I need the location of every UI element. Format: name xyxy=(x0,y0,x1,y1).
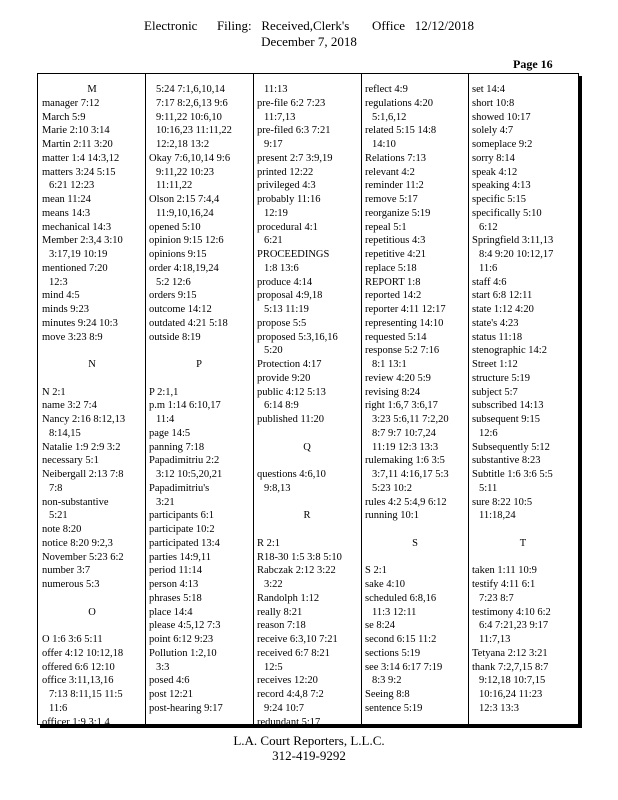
section-letter: P xyxy=(196,359,202,370)
index-entry: 9:11,22 10:23 xyxy=(156,166,214,178)
index-entry: manager 7:12 xyxy=(42,97,100,109)
index-entry: posed 4:6 xyxy=(149,675,190,687)
index-entry: REPORT 1:8 xyxy=(365,276,421,288)
column-divider xyxy=(253,74,254,724)
index-entry: phrases 5:18 xyxy=(149,592,202,604)
index-entry: 8:7 9:7 10:7,24 xyxy=(372,427,436,439)
index-entry: offered 6:6 12:10 xyxy=(42,661,115,673)
index-entry: receives 12:20 xyxy=(257,675,318,687)
index-entry: Papadimitriu 2:2 xyxy=(149,455,220,467)
index-entry: 8:3 9:2 xyxy=(372,675,402,687)
index-entry: place 14:4 xyxy=(149,606,193,618)
index-entry: 11:7,13 xyxy=(264,111,296,123)
index-entry: panning 7:18 xyxy=(149,441,205,453)
index-entry: reorganize 5:19 xyxy=(365,207,431,219)
index-entry: running 10:1 xyxy=(365,510,419,522)
index-entry: related 5:15 14:8 xyxy=(365,125,437,137)
index-entry: Randolph 1:12 xyxy=(257,592,320,604)
index-entry: Martin 2:11 3:20 xyxy=(42,139,113,150)
index-entry: 3:7,11 4:16,17 5:3 xyxy=(372,469,449,480)
index-entry: propose 5:5 xyxy=(257,317,307,329)
index-entry: 1:8 13:6 xyxy=(264,262,299,274)
index-entry: Relations 7:13 xyxy=(365,152,426,164)
index-entry: relevant 4:2 xyxy=(365,166,415,178)
index-entry: testify 4:11 6:1 xyxy=(472,579,536,590)
index-column-2 xyxy=(149,84,249,724)
index-entry: 9:17 xyxy=(264,139,283,150)
index-entry: second 6:15 11:2 xyxy=(365,634,437,645)
index-entry: taken 1:11 10:9 xyxy=(472,565,537,577)
index-entry: 5:23 10:2 xyxy=(372,482,412,494)
index-entry: speak 4:12 xyxy=(472,166,518,178)
index-entry: Seeing 8:8 xyxy=(365,689,410,700)
index-entry: 11:6 xyxy=(479,262,498,274)
index-entry: participated 13:4 xyxy=(149,537,220,549)
index-entry: 6:4 7:21,23 9:17 xyxy=(479,620,549,632)
index-entry: 5:11 xyxy=(479,482,498,494)
index-entry: Springfield 3:11,13 xyxy=(472,235,554,247)
page-number: Page 16 xyxy=(513,57,553,71)
index-entry: Pollution 1:2,10 xyxy=(149,647,217,659)
index-entry: subscribed 14:13 xyxy=(472,400,544,412)
index-entry: showed 10:17 xyxy=(472,111,531,123)
index-entry: solely 4:7 xyxy=(472,125,514,137)
index-entry: please 4:5,12 7:3 xyxy=(149,620,221,632)
index-entry: 14:10 xyxy=(372,139,396,150)
index-entry: O 1:6 3:6 5:11 xyxy=(42,634,103,645)
index-entry: 3:22 xyxy=(264,579,283,590)
index-entry: N 2:1 xyxy=(42,386,66,398)
index-entry: sections 5:19 xyxy=(365,647,421,659)
index-entry: 8:14,15 xyxy=(49,427,81,439)
index-entry: parties 14:9,11 xyxy=(149,551,212,563)
index-entry: P 2:1,1 xyxy=(149,386,179,398)
index-entry: note 8:20 xyxy=(42,524,82,535)
index-entry: S 2:1 xyxy=(365,565,387,577)
column-divider xyxy=(361,74,362,724)
index-entry: redundant 5:17 xyxy=(257,716,321,728)
index-entry: orders 9:15 xyxy=(149,290,197,302)
index-entry: mean 11:24 xyxy=(42,194,91,205)
index-entry: short 10:8 xyxy=(472,97,515,109)
index-entry: scheduled 6:8,16 xyxy=(365,592,437,604)
index-entry: 6:14 8:9 xyxy=(264,400,299,412)
index-entry: 6:12 xyxy=(479,221,498,233)
index-entry: someplace 9:2 xyxy=(472,139,533,150)
section-letter: Q xyxy=(303,441,311,453)
index-entry: rulemaking 1:6 3:5 xyxy=(365,455,445,467)
index-entry: page 14:5 xyxy=(149,427,191,439)
index-entry: mechanical 14:3 xyxy=(42,221,112,233)
index-entry: PROCEEDINGS xyxy=(257,249,330,260)
index-entry: state 1:12 4:20 xyxy=(472,304,534,315)
index-entry: review 4:20 5:9 xyxy=(365,372,431,384)
section-letter: T xyxy=(519,537,527,549)
index-entry: non-substantive xyxy=(42,496,109,508)
index-entry: 11:6 xyxy=(49,702,68,714)
index-entry: Tetyana 2:12 3:21 xyxy=(472,647,548,659)
index-entry: state's 4:23 xyxy=(472,317,519,329)
index-entry: opinions 9:15 xyxy=(149,249,207,260)
index-entry: Subsequently 5:12 xyxy=(472,441,550,453)
index-entry: 3:17,19 10:19 xyxy=(49,249,108,260)
column-divider xyxy=(145,74,146,724)
index-entry: Olson 2:15 7:4,4 xyxy=(149,194,220,205)
index-entry: office 3:11,13,16 xyxy=(42,675,114,687)
index-entry: R18-30 1:5 3:8 5:10 xyxy=(257,551,342,563)
index-column-4 xyxy=(365,84,465,724)
index-entry: start 6:8 12:11 xyxy=(472,290,533,302)
index-entry: 5:1,6,12 xyxy=(372,111,407,123)
index-entry: 5:24 7:1,6,10,14 xyxy=(156,84,225,95)
index-entry: sake 4:10 xyxy=(365,579,405,590)
index-entry: repetitious 4:3 xyxy=(365,235,426,247)
index-entry: Protection 4:17 xyxy=(257,359,322,370)
index-entry: 6:21 xyxy=(264,235,283,247)
index-entry: 11:11,22 xyxy=(156,180,193,192)
index-entry: Rabczak 2:12 3:22 xyxy=(257,565,336,577)
index-entry: Papadimitriu's xyxy=(149,482,210,494)
index-entry: substantive 8:23 xyxy=(472,455,541,467)
index-entry: point 6:12 9:23 xyxy=(149,634,214,645)
index-entry: response 5:2 7:16 xyxy=(365,345,440,357)
index-entry: 8:4 9:20 10:12,17 xyxy=(479,249,554,260)
index-entry: 9:8,13 xyxy=(264,482,291,494)
index-entry: numerous 5:3 xyxy=(42,579,100,590)
index-entry: Natalie 1:9 2:9 3:2 xyxy=(42,441,121,453)
index-entry: staff 4:6 xyxy=(472,276,507,288)
index-entry: status 11:18 xyxy=(472,331,523,343)
index-entry: number 3:7 xyxy=(42,565,91,577)
index-entry: 10:16,23 11:11,22 xyxy=(156,125,232,137)
index-entry: move 3:23 8:9 xyxy=(42,331,103,343)
index-entry: 11:7,13 xyxy=(479,634,511,645)
index-entry: 11:18,24 xyxy=(479,510,516,522)
index-entry: procedural 4:1 xyxy=(257,221,318,233)
index-entry: offer 4:12 10:12,18 xyxy=(42,647,124,659)
index-entry: regulations 4:20 xyxy=(365,97,433,109)
index-entry: outside 8:19 xyxy=(149,331,201,343)
index-entry: 5:21 xyxy=(49,510,68,522)
index-entry: Subtitle 1:6 3:6 5:5 xyxy=(472,469,553,480)
index-entry: participants 6:1 xyxy=(149,510,215,522)
index-entry: speaking 4:13 xyxy=(472,180,531,192)
index-entry: record 4:4,8 7:2 xyxy=(257,689,324,700)
index-entry: subsequent 9:15 xyxy=(472,414,540,425)
index-entry: Neibergall 2:13 7:8 xyxy=(42,469,124,480)
index-entry: 11:4 xyxy=(156,414,175,425)
index-entry: published 11:20 xyxy=(257,414,324,425)
index-entry: thank 7:2,7,15 8:7 xyxy=(472,661,549,673)
index-entry: p.m 1:14 6:10,17 xyxy=(149,400,221,412)
index-entry: specific 5:15 xyxy=(472,194,526,205)
index-entry: proposal 4:9,18 xyxy=(257,290,323,302)
index-entry: 11:13 xyxy=(264,84,288,95)
index-entry: see 3:14 6:17 7:19 xyxy=(365,661,443,673)
index-box xyxy=(37,73,579,728)
index-entry: mentioned 7:20 xyxy=(42,262,108,274)
index-column-1 xyxy=(42,84,142,728)
index-entry: 5:20 xyxy=(264,345,283,357)
index-entry: pre-file 6:2 7:23 xyxy=(257,97,326,109)
index-entry: Marie 2:10 3:14 xyxy=(42,125,110,137)
index-entry: 11:3 12:11 xyxy=(372,606,417,618)
index-entry: replace 5:18 xyxy=(365,262,417,274)
index-entry: outcome 14:12 xyxy=(149,304,212,315)
index-entry: 11:9,10,16,24 xyxy=(156,207,214,219)
index-entry: matters 3:24 5:15 xyxy=(42,166,116,178)
index-entry: minutes 9:24 10:3 xyxy=(42,317,118,329)
index-entry: reporter 4:11 12:17 xyxy=(365,304,446,315)
index-entry: 8:1 13:1 xyxy=(372,359,407,370)
index-entry: March 5:9 xyxy=(42,111,86,123)
index-entry: probably 11:16 xyxy=(257,194,321,205)
index-entry: representing 14:10 xyxy=(365,317,444,329)
index-entry: 7:8 xyxy=(49,482,63,494)
index-entry: 3:3 xyxy=(156,661,170,673)
section-letter: N xyxy=(88,359,96,370)
index-entry: 12:3 xyxy=(49,276,68,288)
index-column-3 xyxy=(257,84,357,728)
index-entry: testimony 4:10 6:2 xyxy=(472,606,551,618)
index-entry: post-hearing 9:17 xyxy=(149,702,223,714)
index-entry: printed 12:22 xyxy=(257,166,314,178)
index-entry: R 2:1 xyxy=(257,537,281,549)
index-entry: Street 1:12 xyxy=(472,359,518,370)
index-entry: 6:21 12:23 xyxy=(49,180,95,192)
index-entry: privileged 4:3 xyxy=(257,180,316,192)
section-letter: M xyxy=(87,84,97,95)
index-entry: right 1:6,7 3:6,17 xyxy=(365,400,438,412)
index-entry: 7:17 8:2,6,13 9:6 xyxy=(156,97,228,109)
index-entry: Member 2:3,4 3:10 xyxy=(42,235,123,247)
index-entry: receive 6:3,10 7:21 xyxy=(257,634,338,645)
index-entry: minds 9:23 xyxy=(42,304,89,315)
index-entry: name 3:2 7:4 xyxy=(42,400,97,412)
filing-stamp: Electronic Filing: Received,Clerk's Office 12/12/2018 xyxy=(144,18,474,33)
index-entry: sure 8:22 10:5 xyxy=(472,496,533,508)
reporter-phone: 312-419-9292 xyxy=(272,748,346,763)
index-entry: specifically 5:10 xyxy=(472,207,542,219)
index-entry: repetitive 4:21 xyxy=(365,249,426,260)
index-entry: mind 4:5 xyxy=(42,290,80,302)
index-entry: requested 5:14 xyxy=(365,331,427,343)
index-entry: structure 5:19 xyxy=(472,372,531,384)
index-entry: Okay 7:6,10,14 9:6 xyxy=(149,152,231,164)
index-entry: opinion 9:15 12:6 xyxy=(149,235,224,247)
index-entry: person 4:13 xyxy=(149,579,199,590)
index-entry: subject 5:7 xyxy=(472,386,518,398)
index-entry: 9:12,18 10:7,15 xyxy=(479,675,546,687)
index-entry: received 6:7 8:21 xyxy=(257,647,330,659)
index-entry: matter 1:4 14:3,12 xyxy=(42,152,120,164)
index-entry: 12:5 xyxy=(264,661,283,673)
index-entry: 9:24 10:7 xyxy=(264,702,304,714)
index-entry: 12:19 xyxy=(264,207,288,219)
index-entry: set 14:4 xyxy=(472,84,505,95)
index-entry: opened 5:10 xyxy=(149,221,201,233)
section-letter: S xyxy=(412,537,418,549)
index-entry: post 12:21 xyxy=(149,689,194,700)
index-entry: Nancy 2:16 8:12,13 xyxy=(42,414,126,425)
index-entry: provide 9:20 xyxy=(257,372,311,384)
index-entry: produce 4:14 xyxy=(257,276,313,288)
hearing-date: December 7, 2018 xyxy=(261,34,357,49)
index-entry: remove 5:17 xyxy=(365,194,418,205)
index-entry: public 4:12 5:13 xyxy=(257,386,326,398)
index-entry: 5:2 12:6 xyxy=(156,276,191,288)
index-entry: sorry 8:14 xyxy=(472,152,515,164)
index-entry: means 14:3 xyxy=(42,207,91,219)
index-entry: really 8:21 xyxy=(257,606,303,618)
index-entry: 5:13 11:19 xyxy=(264,304,309,315)
index-entry: pre-filed 6:3 7:21 xyxy=(257,125,331,137)
index-entry: 12:3 13:3 xyxy=(479,702,519,714)
index-entry: period 11:14 xyxy=(149,565,202,577)
section-letter: O xyxy=(88,606,96,618)
index-column-5 xyxy=(472,84,574,724)
index-entry: November 5:23 6:2 xyxy=(42,551,124,563)
column-divider xyxy=(468,74,469,724)
reporter-name: L.A. Court Reporters, L.L.C. xyxy=(233,733,385,748)
index-entry: proposed 5:3,16,16 xyxy=(257,331,338,343)
index-entry: 9:11,22 10:6,10 xyxy=(156,111,222,123)
index-entry: reason 7:18 xyxy=(257,620,306,632)
index-entry: stenographic 14:2 xyxy=(472,345,547,357)
section-letter: R xyxy=(303,510,311,522)
index-entry: 11:19 12:3 13:3 xyxy=(372,441,439,453)
index-entry: sentence 5:19 xyxy=(365,702,423,714)
index-entry: repeal 5:1 xyxy=(365,221,407,233)
index-entry: 10:16,24 11:23 xyxy=(479,689,543,700)
index-entry: notice 8:20 9:2,3 xyxy=(42,537,113,549)
index-entry: 3:23 5:6,11 7:2,20 xyxy=(372,414,449,425)
index-entry: outdated 4:21 5:18 xyxy=(149,317,228,329)
index-entry: participate 10:2 xyxy=(149,524,215,535)
index-entry: officer 1:9 3:1,4 xyxy=(42,716,110,728)
index-entry: 12:6 xyxy=(479,427,498,439)
index-entry: reported 14:2 xyxy=(365,290,422,302)
index-entry: 3:21 xyxy=(156,496,175,508)
index-entry: 3:12 10:5,20,21 xyxy=(156,469,223,480)
index-entry: present 2:7 3:9,19 xyxy=(257,152,333,164)
index-entry: 7:13 8:11,15 11:5 xyxy=(49,689,123,700)
index-entry: se 8:24 xyxy=(365,620,396,632)
index-entry: 12:2,18 13:2 xyxy=(156,139,210,150)
index-entry: questions 4:6,10 xyxy=(257,469,326,480)
index-entry: reflect 4:9 xyxy=(365,84,408,95)
index-entry: revising 8:24 xyxy=(365,386,421,398)
index-entry: reminder 11:2 xyxy=(365,180,424,192)
index-entry: 7:23 8:7 xyxy=(479,592,514,604)
index-entry: rules 4:2 5:4,9 6:12 xyxy=(365,496,447,508)
index-entry: necessary 5:1 xyxy=(42,455,99,467)
index-entry: order 4:18,19,24 xyxy=(149,262,219,274)
